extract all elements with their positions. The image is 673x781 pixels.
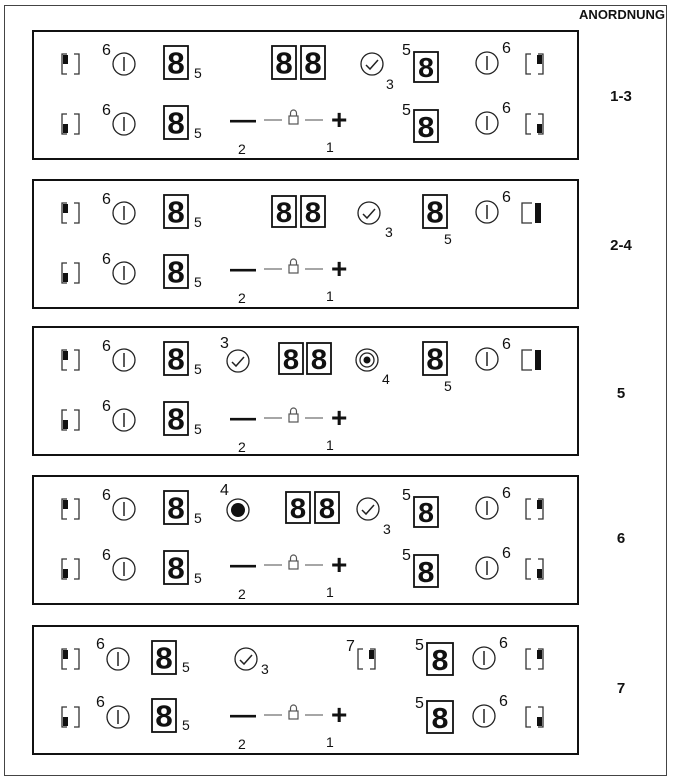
arrangement-label: 5 — [616, 385, 626, 402]
panel-diagram — [34, 32, 581, 162]
callout-number: 5 — [194, 361, 202, 377]
seven-segment-display — [427, 643, 453, 680]
cooking-zone-icon — [62, 263, 79, 283]
callout-number: 5 — [194, 274, 202, 290]
callout-number: 5 — [194, 125, 202, 141]
segment-digit: 8 — [166, 108, 186, 144]
seven-segment-display — [164, 551, 188, 589]
panel-diagram — [34, 181, 581, 311]
seven-segment-display — [423, 342, 447, 380]
callout-number: 3 — [386, 76, 394, 92]
callout-number: 2 — [238, 736, 246, 752]
segment-digit: 8 — [166, 344, 186, 380]
timer-icon — [357, 498, 379, 520]
segment-digit: 8 — [417, 498, 435, 532]
segment-digit: 8 — [416, 557, 436, 592]
timer-display — [272, 196, 296, 231]
callout-number: 6 — [502, 485, 511, 502]
callout-number: 2 — [238, 290, 246, 306]
callout-number: 3 — [220, 335, 229, 352]
plus-key: + — [331, 699, 348, 730]
segment-digit: 8 — [430, 703, 450, 738]
callout-number: 6 — [499, 635, 508, 652]
seven-segment-display — [414, 52, 438, 86]
callout-number: 5 — [194, 65, 202, 81]
power-icon — [113, 558, 135, 580]
segment-digit: 8 — [430, 645, 450, 680]
arrangement-label: 1-3 — [610, 88, 632, 105]
callout-number: 1 — [326, 437, 334, 453]
segment-digit: 8 — [166, 493, 186, 529]
seven-segment-display — [164, 342, 188, 380]
callout-number: 6 — [102, 191, 111, 208]
power-icon — [113, 498, 135, 520]
seven-segment-display — [414, 110, 438, 147]
callout-number: 2 — [238, 586, 246, 602]
callout-number: 6 — [502, 189, 511, 206]
panel-6 — [32, 475, 579, 605]
segment-digit: 8 — [310, 344, 328, 379]
segment-digit: 8 — [275, 197, 293, 232]
callout-number: 6 — [502, 336, 511, 353]
plus-key: + — [331, 253, 348, 284]
power-icon — [113, 202, 135, 224]
panel-2-4 — [32, 179, 579, 309]
callout-number: 4 — [382, 371, 390, 387]
cooking-zone-icon — [526, 559, 543, 579]
segment-digit: 8 — [282, 344, 300, 379]
power-icon — [473, 705, 495, 727]
timer-display — [315, 492, 339, 527]
minus-key: — — [230, 104, 256, 134]
callout-number: 6 — [502, 40, 511, 57]
lock-icon — [289, 705, 298, 719]
callout-number: 5 — [194, 510, 202, 526]
callout-number: 6 — [102, 102, 111, 119]
cooking-zone-icon — [62, 203, 79, 223]
timer-display — [301, 46, 325, 84]
cooking-zone-icon — [522, 350, 541, 370]
lock-icon — [289, 110, 298, 124]
callout-number: 3 — [383, 521, 391, 537]
callout-number: 5 — [415, 695, 424, 712]
plus-key: + — [331, 549, 348, 580]
cooking-zone-icon — [526, 649, 543, 669]
lock-icon — [289, 408, 298, 422]
power-icon — [476, 52, 498, 74]
power-icon — [476, 348, 498, 370]
callout-number: 3 — [385, 224, 393, 240]
timer-icon — [358, 202, 380, 224]
segment-digit: 8 — [166, 404, 186, 440]
power-icon — [473, 647, 495, 669]
seven-segment-display — [164, 491, 188, 529]
callout-number: 5 — [402, 42, 411, 59]
target-icon — [356, 349, 378, 371]
power-icon — [113, 409, 135, 431]
callout-number: 6 — [102, 547, 111, 564]
seven-segment-display — [164, 195, 188, 233]
minus-key: — — [230, 402, 256, 432]
segment-digit: 8 — [154, 701, 174, 737]
panel-diagram — [34, 328, 581, 458]
segment-digit: 8 — [166, 257, 186, 293]
panel-7 — [32, 625, 579, 755]
panel-5 — [32, 326, 579, 456]
callout-number: 3 — [261, 661, 269, 677]
cooking-zone-icon — [526, 54, 543, 74]
panel-1-3 — [32, 30, 579, 160]
seven-segment-display — [164, 402, 188, 440]
power-icon — [113, 113, 135, 135]
segment-digit: 8 — [166, 553, 186, 589]
callout-number: 6 — [102, 398, 111, 415]
callout-number: 2 — [238, 141, 246, 157]
segment-digit: 8 — [417, 53, 435, 87]
callout-number: 5 — [194, 214, 202, 230]
callout-number: 4 — [220, 482, 229, 499]
callout-number: 6 — [96, 636, 105, 653]
power-icon — [107, 648, 129, 670]
cooking-zone-icon — [62, 559, 79, 579]
filled-circle-icon — [227, 499, 249, 521]
seven-segment-display — [414, 497, 438, 531]
timer-icon — [227, 350, 249, 372]
segment-digit: 8 — [289, 493, 307, 528]
callout-number: 5 — [182, 717, 190, 733]
lock-icon — [289, 555, 298, 569]
cooking-zone-icon — [62, 114, 79, 134]
callout-number: 5 — [194, 421, 202, 437]
callout-number: 2 — [238, 439, 246, 455]
callout-number: 6 — [96, 694, 105, 711]
timer-display — [301, 196, 325, 231]
panel-diagram — [34, 627, 581, 757]
cooking-zone-icon — [358, 649, 375, 669]
plus-key: + — [331, 402, 348, 433]
cooking-zone-icon — [62, 410, 79, 430]
timer-display — [279, 343, 303, 378]
segment-digit: 8 — [425, 197, 445, 233]
cooking-zone-icon — [526, 499, 543, 519]
callout-number: 6 — [102, 487, 111, 504]
power-icon — [107, 706, 129, 728]
segment-digit: 8 — [166, 197, 186, 233]
timer-display — [286, 492, 310, 527]
power-icon — [113, 262, 135, 284]
seven-segment-display — [152, 699, 176, 737]
power-icon — [476, 497, 498, 519]
minus-key: — — [230, 253, 256, 283]
power-icon — [113, 349, 135, 371]
callout-number: 5 — [402, 487, 411, 504]
segment-digit: 8 — [304, 197, 322, 232]
seven-segment-display — [414, 555, 438, 592]
callout-number: 5 — [444, 378, 452, 394]
cooking-zone-icon — [62, 707, 79, 727]
cooking-zone-icon — [62, 54, 79, 74]
segment-digit: 8 — [416, 112, 436, 147]
segment-digit: 8 — [166, 48, 186, 84]
callout-number: 1 — [326, 139, 334, 155]
callout-number: 6 — [102, 42, 111, 59]
segment-digit: 8 — [425, 344, 445, 380]
callout-number: 5 — [402, 102, 411, 119]
cooking-zone-icon — [522, 203, 541, 223]
arrangement-label: 7 — [616, 680, 626, 697]
callout-number: 6 — [502, 100, 511, 117]
timer-display — [272, 46, 296, 84]
callout-number: 5 — [194, 570, 202, 586]
cooking-zone-icon — [62, 649, 79, 669]
cooking-zone-icon — [62, 499, 79, 519]
panel-diagram — [34, 477, 581, 607]
callout-number: 1 — [326, 288, 334, 304]
cooking-zone-icon — [526, 707, 543, 727]
seven-segment-display — [164, 46, 188, 84]
minus-key: — — [230, 699, 256, 729]
power-icon — [476, 201, 498, 223]
power-icon — [476, 557, 498, 579]
segment-digit: 8 — [318, 493, 336, 528]
diagram-heading: ANORDNUNG — [579, 7, 665, 22]
callout-number: 6 — [102, 338, 111, 355]
timer-display — [307, 343, 331, 378]
seven-segment-display — [164, 255, 188, 293]
cooking-zone-icon — [526, 114, 543, 134]
callout-number: 1 — [326, 734, 334, 750]
seven-segment-display — [164, 106, 188, 144]
callout-number: 5 — [182, 659, 190, 675]
minus-key: — — [230, 549, 256, 579]
segment-digit: 8 — [303, 48, 323, 84]
segment-digit: 8 — [274, 48, 294, 84]
power-icon — [476, 112, 498, 134]
lock-icon — [289, 259, 298, 273]
callout-number: 1 — [326, 584, 334, 600]
timer-icon — [235, 648, 257, 670]
seven-segment-display — [427, 701, 453, 738]
seven-segment-display — [423, 195, 447, 233]
callout-number: 7 — [346, 638, 355, 655]
cooking-zone-icon — [62, 350, 79, 370]
power-icon — [113, 53, 135, 75]
timer-icon — [361, 53, 383, 75]
arrangement-label: 6 — [616, 530, 626, 547]
callout-number: 6 — [102, 251, 111, 268]
arrangement-label: 2-4 — [610, 237, 632, 254]
callout-number: 6 — [502, 545, 511, 562]
callout-number: 5 — [402, 547, 411, 564]
callout-number: 5 — [415, 637, 424, 654]
plus-key: + — [331, 104, 348, 135]
callout-number: 5 — [444, 231, 452, 247]
callout-number: 6 — [499, 693, 508, 710]
seven-segment-display — [152, 641, 176, 679]
segment-digit: 8 — [154, 643, 174, 679]
